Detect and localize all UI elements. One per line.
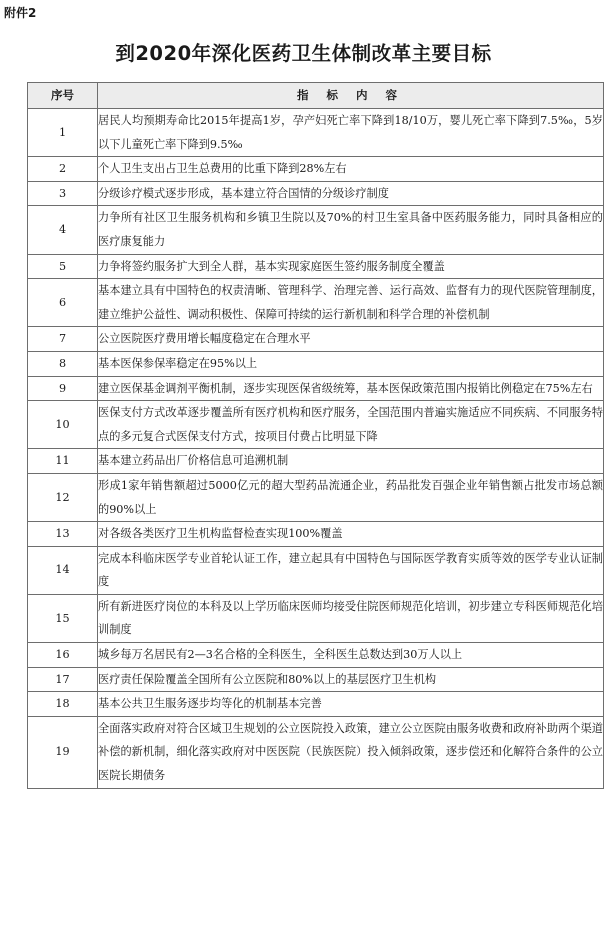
table-row: [28, 254, 604, 279]
row-number: 9: [28, 376, 98, 401]
table-row: [28, 473, 604, 521]
row-target-text: 公立医院医疗费用增长幅度稳定在合理水平: [98, 327, 604, 352]
row-number: 19: [28, 716, 98, 788]
row-target-text: 个人卫生支出占卫生总费用的比重下降到28%左右: [98, 157, 604, 182]
row-target-text: 医保支付方式改革逐步覆盖所有医疗机构和医疗服务，全国范围内普遍实施适应不同疾病、不同服务特点的多元复合式医保支付方式，按项目付费占比明显下降: [98, 401, 604, 449]
row-target-text: 全面落实政府对符合区域卫生规划的公立医院投入政策，建立公立医院由服务收费和政府补助两个渠道补偿的新机制，细化落实政府对中医医院（民族医院）投入倾斜政策，逐步偿还和化解符合条件的公立医院长期债务: [98, 716, 604, 788]
table-row: [28, 667, 604, 692]
table-row: [28, 692, 604, 717]
row-number: 4: [28, 206, 98, 254]
table-row: [28, 522, 604, 547]
table-row: [28, 401, 604, 449]
table-row: [28, 327, 604, 352]
table-row: [28, 376, 604, 401]
targets-table: [27, 82, 604, 789]
row-target-text: 基本公共卫生服务逐步均等化的机制基本完善: [98, 692, 604, 717]
row-target-text: 建立医保基金调剂平衡机制，逐步实现医保省级统筹，基本医保政策范围内报销比例稳定在75%左右: [98, 376, 604, 401]
row-target-text: 分级诊疗模式逐步形成，基本建立符合国情的分级诊疗制度: [98, 181, 604, 206]
row-target-text: 力争将签约服务扩大到全人群，基本实现家庭医生签约服务制度全覆盖: [98, 254, 604, 279]
column-header-content: 指 标 内 容: [98, 83, 604, 109]
row-number: 7: [28, 327, 98, 352]
row-target-text: 完成本科临床医学专业首轮认证工作，建立起具有中国特色与国际医学教育实质等效的医学专业认证制度: [98, 546, 604, 594]
row-target-text: 所有新进医疗岗位的本科及以上学历临床医师均接受住院医师规范化培训，初步建立专科医师规范化培训制度: [98, 594, 604, 642]
row-number: 16: [28, 643, 98, 668]
row-target-text: 基本医保参保率稳定在95%以上: [98, 351, 604, 376]
table-row: [28, 546, 604, 594]
row-target-text: 对各级各类医疗卫生机构监督检查实现100%覆盖: [98, 522, 604, 547]
document-title: 到2020年深化医药卫生体制改革主要目标: [115, 42, 492, 65]
table-row: [28, 594, 604, 642]
row-target-text: 医疗责任保险覆盖全国所有公立医院和80%以上的基层医疗卫生机构: [98, 667, 604, 692]
row-target-text: 基本建立具有中国特色的权责清晰、管理科学、治理完善、运行高效、监督有力的现代医院管理制度，建立维护公益性、调动积极性、保障可持续的运行新机制和科学合理的补偿机制: [98, 279, 604, 327]
table-row: [28, 109, 604, 157]
row-target-text: 基本建立药品出厂价格信息可追溯机制: [98, 449, 604, 474]
row-number: 3: [28, 181, 98, 206]
row-number: 15: [28, 594, 98, 642]
row-number: 13: [28, 522, 98, 547]
row-number: 1: [28, 109, 98, 157]
column-header-number: 序号: [28, 83, 98, 109]
table-row: [28, 643, 604, 668]
row-target-text: 力争所有社区卫生服务机构和乡镇卫生院以及70%的村卫生室具备中医药服务能力，同时具备相应的医疗康复能力: [98, 206, 604, 254]
attachment-label: 附件2: [4, 6, 37, 20]
table-row: [28, 206, 604, 254]
row-number: 8: [28, 351, 98, 376]
row-number: 10: [28, 401, 98, 449]
table-header-row: [28, 83, 604, 109]
row-target-text: 居民人均预期寿命比2015年提高1岁，孕产妇死亡率下降到18/10万，婴儿死亡率下降到7.5‰，5岁以下儿童死亡率下降到9.5‰: [98, 109, 604, 157]
table-row: [28, 716, 604, 788]
table-row: [28, 449, 604, 474]
row-number: 5: [28, 254, 98, 279]
row-target-text: 形成1家年销售额超过5000亿元的超大型药品流通企业，药品批发百强企业年销售额占批发市场总额的90%以上: [98, 473, 604, 521]
row-number: 18: [28, 692, 98, 717]
table-row: [28, 181, 604, 206]
row-number: 6: [28, 279, 98, 327]
table-row: [28, 279, 604, 327]
row-target-text: 城乡每万名居民有2—3名合格的全科医生，全科医生总数达到30万人以上: [98, 643, 604, 668]
table-row: [28, 351, 604, 376]
table-row: [28, 157, 604, 182]
row-number: 14: [28, 546, 98, 594]
row-number: 12: [28, 473, 98, 521]
row-number: 2: [28, 157, 98, 182]
row-number: 17: [28, 667, 98, 692]
row-number: 11: [28, 449, 98, 474]
